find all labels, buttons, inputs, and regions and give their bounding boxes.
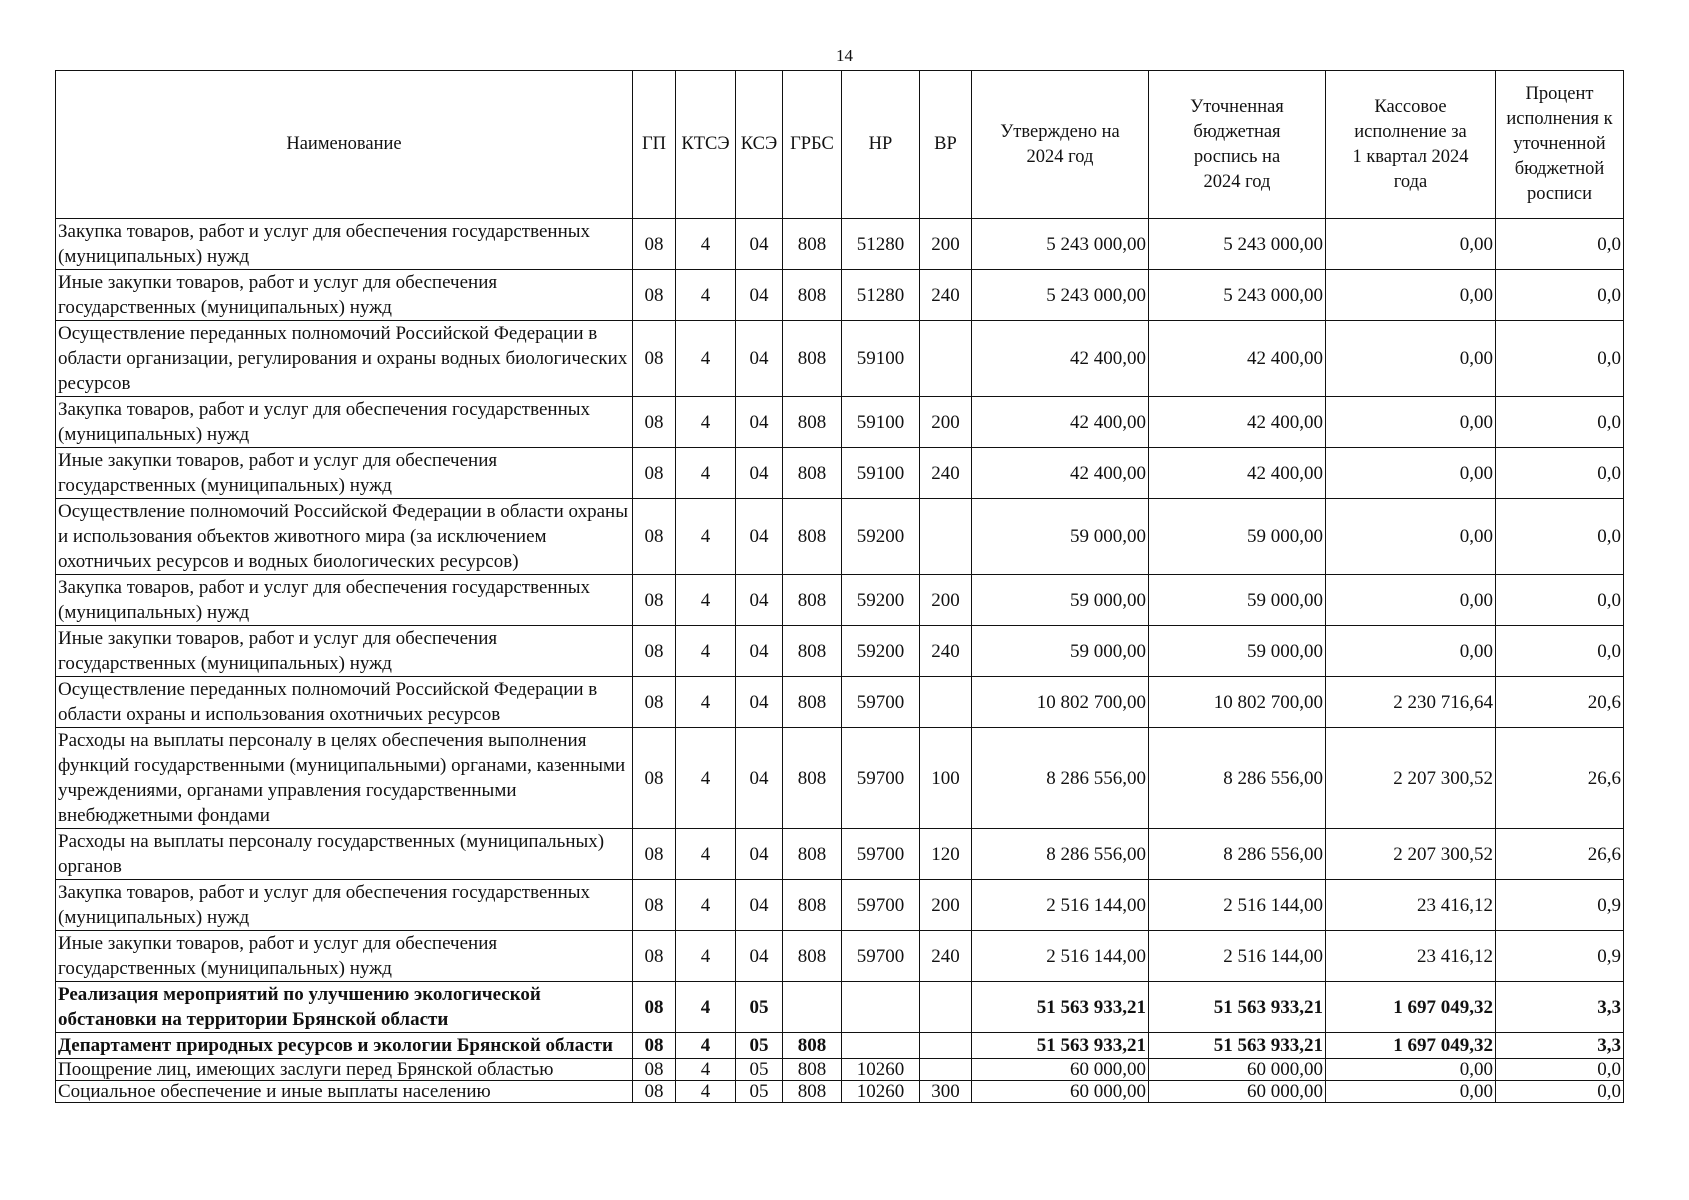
cell-name: Осуществление полномочий Российской Федерации в области охраны и использования объектов животного мира (за исключением охотничьих ресурсов и водных биологических ресурсов)	[56, 499, 633, 575]
cell-grbs: 808	[783, 321, 842, 397]
table-row	[56, 829, 1624, 880]
table-row	[56, 575, 1624, 626]
cell-cash: 1 697 049,32	[1326, 982, 1496, 1033]
cell-gp: 08	[633, 1033, 676, 1059]
cell-kse: 04	[736, 219, 783, 270]
table-header	[56, 71, 1624, 219]
cell-ktse: 4	[676, 219, 736, 270]
cell-revised: 42 400,00	[1149, 448, 1326, 499]
cell-percent: 3,3	[1496, 982, 1624, 1033]
cell-name: Иные закупки товаров, работ и услуг для обеспечения государственных (муниципальных) нужд	[56, 931, 633, 982]
cell-name: Закупка товаров, работ и услуг для обеспечения государственных (муниципальных) нужд	[56, 397, 633, 448]
cell-approved: 60 000,00	[972, 1059, 1149, 1081]
cell-kse: 04	[736, 626, 783, 677]
table-row	[56, 321, 1624, 397]
cell-kse: 05	[736, 1033, 783, 1059]
cell-name: Осуществление переданных полномочий Российской Федерации в области охраны и использования охотничьих ресурсов	[56, 677, 633, 728]
cell-nr: 59200	[842, 499, 920, 575]
cell-ktse: 4	[676, 575, 736, 626]
cell-gp: 08	[633, 575, 676, 626]
cell-grbs: 808	[783, 931, 842, 982]
budget-execution-table	[55, 70, 1624, 1103]
cell-approved: 10 802 700,00	[972, 677, 1149, 728]
cell-revised: 59 000,00	[1149, 575, 1326, 626]
table-row	[56, 677, 1624, 728]
cell-nr: 51280	[842, 270, 920, 321]
cell-ktse: 4	[676, 880, 736, 931]
cell-name: Департамент природных ресурсов и экологии Брянской области	[56, 1033, 633, 1059]
cell-revised: 42 400,00	[1149, 397, 1326, 448]
cell-kse: 04	[736, 829, 783, 880]
cell-cash: 2 230 716,64	[1326, 677, 1496, 728]
cell-nr: 59100	[842, 448, 920, 499]
cell-approved: 60 000,00	[972, 1081, 1149, 1103]
cell-kse: 04	[736, 397, 783, 448]
cell-ktse: 4	[676, 829, 736, 880]
cell-vr	[920, 982, 972, 1033]
table-row	[56, 219, 1624, 270]
cell-ktse: 4	[676, 1033, 736, 1059]
cell-percent: 20,6	[1496, 677, 1624, 728]
cell-vr	[920, 321, 972, 397]
cell-name: Социальное обеспечение и иные выплаты населению	[56, 1081, 633, 1103]
cell-kse: 05	[736, 1059, 783, 1081]
cell-name: Поощрение лиц, имеющих заслуги перед Брянской областью	[56, 1059, 633, 1081]
cell-gp: 08	[633, 321, 676, 397]
cell-name: Иные закупки товаров, работ и услуг для обеспечения государственных (муниципальных) нужд	[56, 626, 633, 677]
cell-grbs: 808	[783, 397, 842, 448]
cell-cash: 2 207 300,52	[1326, 829, 1496, 880]
table-row	[56, 448, 1624, 499]
cell-ktse: 4	[676, 982, 736, 1033]
cell-kse: 05	[736, 982, 783, 1033]
cell-grbs	[783, 982, 842, 1033]
table-row	[56, 1059, 1624, 1081]
cell-revised: 59 000,00	[1149, 626, 1326, 677]
cell-percent: 26,6	[1496, 829, 1624, 880]
cell-revised: 51 563 933,21	[1149, 1033, 1326, 1059]
table-row	[56, 982, 1624, 1033]
cell-name: Иные закупки товаров, работ и услуг для обеспечения государственных (муниципальных) нужд	[56, 448, 633, 499]
cell-percent: 0,0	[1496, 499, 1624, 575]
cell-approved: 59 000,00	[972, 499, 1149, 575]
table-body	[56, 219, 1624, 1103]
cell-vr	[920, 677, 972, 728]
cell-cash: 1 697 049,32	[1326, 1033, 1496, 1059]
cell-kse: 05	[736, 1081, 783, 1103]
cell-name: Реализация мероприятий по улучшению экологической обстановки на территории Брянской области	[56, 982, 633, 1033]
cell-revised: 5 243 000,00	[1149, 219, 1326, 270]
cell-ktse: 4	[676, 677, 736, 728]
cell-vr: 200	[920, 575, 972, 626]
table-row	[56, 1081, 1624, 1103]
cell-vr	[920, 499, 972, 575]
cell-gp: 08	[633, 1059, 676, 1081]
cell-grbs: 808	[783, 880, 842, 931]
cell-cash: 23 416,12	[1326, 880, 1496, 931]
cell-percent: 0,0	[1496, 575, 1624, 626]
cell-approved: 2 516 144,00	[972, 931, 1149, 982]
cell-gp: 08	[633, 829, 676, 880]
cell-ktse: 4	[676, 1059, 736, 1081]
cell-vr: 240	[920, 448, 972, 499]
cell-nr: 51280	[842, 219, 920, 270]
cell-approved: 51 563 933,21	[972, 982, 1149, 1033]
cell-vr: 240	[920, 626, 972, 677]
cell-kse: 04	[736, 931, 783, 982]
cell-cash: 2 207 300,52	[1326, 728, 1496, 829]
cell-gp: 08	[633, 626, 676, 677]
cell-percent: 0,0	[1496, 321, 1624, 397]
cell-cash: 23 416,12	[1326, 931, 1496, 982]
header-kse: КСЭ	[736, 71, 783, 219]
cell-vr: 300	[920, 1081, 972, 1103]
cell-percent: 0,9	[1496, 931, 1624, 982]
cell-revised: 2 516 144,00	[1149, 931, 1326, 982]
cell-cash: 0,00	[1326, 397, 1496, 448]
cell-cash: 0,00	[1326, 626, 1496, 677]
cell-nr: 59100	[842, 321, 920, 397]
cell-grbs: 808	[783, 829, 842, 880]
table-row	[56, 931, 1624, 982]
cell-approved: 8 286 556,00	[972, 829, 1149, 880]
cell-cash: 0,00	[1326, 499, 1496, 575]
cell-gp: 08	[633, 677, 676, 728]
cell-nr: 59700	[842, 728, 920, 829]
cell-vr: 240	[920, 931, 972, 982]
cell-kse: 04	[736, 575, 783, 626]
cell-vr: 240	[920, 270, 972, 321]
cell-revised: 5 243 000,00	[1149, 270, 1326, 321]
cell-revised: 42 400,00	[1149, 321, 1326, 397]
cell-grbs: 808	[783, 499, 842, 575]
cell-cash: 0,00	[1326, 448, 1496, 499]
cell-percent: 0,0	[1496, 448, 1624, 499]
cell-revised: 8 286 556,00	[1149, 829, 1326, 880]
table-row	[56, 880, 1624, 931]
cell-grbs: 808	[783, 270, 842, 321]
cell-nr: 59700	[842, 829, 920, 880]
cell-grbs: 808	[783, 448, 842, 499]
cell-grbs: 808	[783, 1059, 842, 1081]
page-number: 14	[836, 46, 853, 65]
cell-revised: 60 000,00	[1149, 1059, 1326, 1081]
cell-approved: 5 243 000,00	[972, 219, 1149, 270]
cell-gp: 08	[633, 982, 676, 1033]
cell-revised: 51 563 933,21	[1149, 982, 1326, 1033]
cell-gp: 08	[633, 448, 676, 499]
cell-revised: 59 000,00	[1149, 499, 1326, 575]
cell-name: Закупка товаров, работ и услуг для обеспечения государственных (муниципальных) нужд	[56, 575, 633, 626]
header-cash: Кассовое исполнение за 1 квартал 2024 года	[1326, 71, 1496, 219]
cell-nr: 59700	[842, 931, 920, 982]
cell-nr: 59200	[842, 575, 920, 626]
cell-kse: 04	[736, 270, 783, 321]
cell-percent: 0,0	[1496, 1081, 1624, 1103]
header-percent: Процент исполнения к уточненной бюджетной росписи	[1496, 71, 1624, 219]
table-row	[56, 728, 1624, 829]
cell-kse: 04	[736, 321, 783, 397]
cell-percent: 0,0	[1496, 1059, 1624, 1081]
cell-approved: 2 516 144,00	[972, 880, 1149, 931]
cell-ktse: 4	[676, 499, 736, 575]
cell-nr	[842, 1033, 920, 1059]
header-revised: Уточненная бюджетная роспись на 2024 год	[1149, 71, 1326, 219]
cell-kse: 04	[736, 499, 783, 575]
cell-revised: 10 802 700,00	[1149, 677, 1326, 728]
cell-gp: 08	[633, 499, 676, 575]
cell-percent: 0,0	[1496, 270, 1624, 321]
cell-approved: 42 400,00	[972, 397, 1149, 448]
cell-percent: 0,0	[1496, 626, 1624, 677]
cell-nr: 59700	[842, 677, 920, 728]
cell-ktse: 4	[676, 448, 736, 499]
cell-name: Иные закупки товаров, работ и услуг для обеспечения государственных (муниципальных) нужд	[56, 270, 633, 321]
cell-ktse: 4	[676, 321, 736, 397]
cell-cash: 0,00	[1326, 321, 1496, 397]
cell-kse: 04	[736, 728, 783, 829]
cell-percent: 3,3	[1496, 1033, 1624, 1059]
table-row	[56, 499, 1624, 575]
cell-gp: 08	[633, 728, 676, 829]
cell-ktse: 4	[676, 728, 736, 829]
table-row	[56, 1033, 1624, 1059]
cell-nr: 59100	[842, 397, 920, 448]
cell-ktse: 4	[676, 626, 736, 677]
cell-name: Расходы на выплаты персоналу государственных (муниципальных) органов	[56, 829, 633, 880]
header-vr: ВР	[920, 71, 972, 219]
cell-percent: 0,0	[1496, 397, 1624, 448]
cell-approved: 59 000,00	[972, 626, 1149, 677]
cell-nr	[842, 982, 920, 1033]
cell-vr: 200	[920, 397, 972, 448]
cell-gp: 08	[633, 397, 676, 448]
cell-approved: 59 000,00	[972, 575, 1149, 626]
cell-grbs: 808	[783, 1033, 842, 1059]
cell-kse: 04	[736, 448, 783, 499]
cell-grbs: 808	[783, 626, 842, 677]
cell-vr: 120	[920, 829, 972, 880]
cell-name: Осуществление переданных полномочий Российской Федерации в области организации, регулирования и охраны водных биологических ресурсов	[56, 321, 633, 397]
cell-cash: 0,00	[1326, 270, 1496, 321]
cell-revised: 8 286 556,00	[1149, 728, 1326, 829]
cell-gp: 08	[633, 270, 676, 321]
cell-nr: 59200	[842, 626, 920, 677]
cell-vr	[920, 1059, 972, 1081]
cell-kse: 04	[736, 880, 783, 931]
cell-grbs: 808	[783, 1081, 842, 1103]
cell-nr: 59700	[842, 880, 920, 931]
cell-approved: 51 563 933,21	[972, 1033, 1149, 1059]
cell-grbs: 808	[783, 219, 842, 270]
cell-approved: 42 400,00	[972, 448, 1149, 499]
cell-approved: 42 400,00	[972, 321, 1149, 397]
cell-gp: 08	[633, 1081, 676, 1103]
cell-grbs: 808	[783, 575, 842, 626]
cell-grbs: 808	[783, 728, 842, 829]
cell-name: Закупка товаров, работ и услуг для обеспечения государственных (муниципальных) нужд	[56, 880, 633, 931]
cell-cash: 0,00	[1326, 219, 1496, 270]
cell-ktse: 4	[676, 270, 736, 321]
table-row	[56, 626, 1624, 677]
cell-ktse: 4	[676, 397, 736, 448]
table-row	[56, 270, 1624, 321]
header-approved: Утверждено на 2024 год	[972, 71, 1149, 219]
cell-percent: 26,6	[1496, 728, 1624, 829]
cell-cash: 0,00	[1326, 1081, 1496, 1103]
table-row	[56, 397, 1624, 448]
header-nr: НР	[842, 71, 920, 219]
cell-percent: 0,0	[1496, 219, 1624, 270]
cell-approved: 5 243 000,00	[972, 270, 1149, 321]
header-gp: ГП	[633, 71, 676, 219]
cell-nr: 10260	[842, 1059, 920, 1081]
cell-ktse: 4	[676, 931, 736, 982]
header-grbs: ГРБС	[783, 71, 842, 219]
cell-vr: 100	[920, 728, 972, 829]
cell-approved: 8 286 556,00	[972, 728, 1149, 829]
cell-cash: 0,00	[1326, 575, 1496, 626]
header-name: Наименование	[56, 71, 633, 219]
cell-name: Закупка товаров, работ и услуг для обеспечения государственных (муниципальных) нужд	[56, 219, 633, 270]
cell-revised: 2 516 144,00	[1149, 880, 1326, 931]
cell-cash: 0,00	[1326, 1059, 1496, 1081]
cell-grbs: 808	[783, 677, 842, 728]
cell-gp: 08	[633, 219, 676, 270]
cell-revised: 60 000,00	[1149, 1081, 1326, 1103]
cell-percent: 0,9	[1496, 880, 1624, 931]
cell-vr	[920, 1033, 972, 1059]
cell-gp: 08	[633, 880, 676, 931]
cell-gp: 08	[633, 931, 676, 982]
cell-nr: 10260	[842, 1081, 920, 1103]
cell-vr: 200	[920, 219, 972, 270]
cell-kse: 04	[736, 677, 783, 728]
cell-ktse: 4	[676, 1081, 736, 1103]
cell-vr: 200	[920, 880, 972, 931]
header-ktse: КТСЭ	[676, 71, 736, 219]
cell-name: Расходы на выплаты персоналу в целях обеспечения выполнения функций государственными (муниципальными) органами, казенными учреждениями, органами управления государственными внебюджетными фондами	[56, 728, 633, 829]
